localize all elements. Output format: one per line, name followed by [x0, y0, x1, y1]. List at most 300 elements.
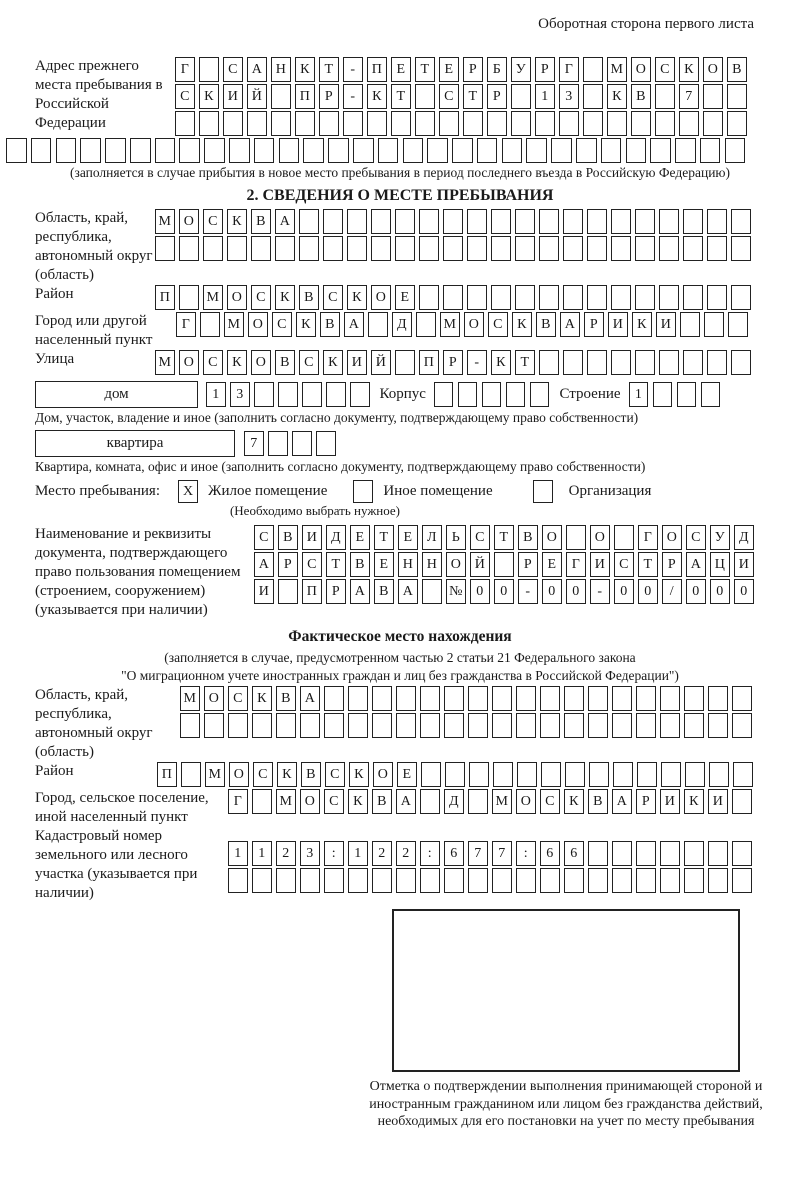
- char-box[interactable]: Р: [662, 552, 682, 577]
- char-box[interactable]: 2: [276, 841, 296, 866]
- char-box[interactable]: М: [180, 686, 200, 711]
- char-box[interactable]: [725, 138, 746, 163]
- char-box[interactable]: К: [679, 57, 699, 82]
- char-box[interactable]: [684, 841, 704, 866]
- char-box[interactable]: -: [343, 57, 363, 82]
- char-box[interactable]: [228, 713, 248, 738]
- char-box[interactable]: [626, 138, 647, 163]
- char-box[interactable]: :: [324, 841, 344, 866]
- char-box[interactable]: [328, 138, 349, 163]
- char-box[interactable]: [727, 84, 747, 109]
- char-box[interactable]: [419, 236, 439, 261]
- char-box[interactable]: [530, 382, 550, 407]
- char-box[interactable]: [324, 713, 344, 738]
- char-box[interactable]: [420, 868, 440, 893]
- char-box[interactable]: 0: [710, 579, 730, 604]
- char-box[interactable]: Т: [319, 57, 339, 82]
- char-box[interactable]: [443, 236, 463, 261]
- char-box[interactable]: [709, 762, 729, 787]
- char-box[interactable]: [588, 713, 608, 738]
- char-box[interactable]: [727, 111, 747, 136]
- char-box[interactable]: [612, 713, 632, 738]
- char-box[interactable]: [396, 713, 416, 738]
- char-box[interactable]: [589, 762, 609, 787]
- char-box[interactable]: О: [703, 57, 723, 82]
- char-box[interactable]: [563, 236, 583, 261]
- char-box[interactable]: К: [564, 789, 584, 814]
- char-box[interactable]: И: [254, 579, 274, 604]
- char-box[interactable]: -: [590, 579, 610, 604]
- char-box[interactable]: [587, 285, 607, 310]
- organization-checkbox[interactable]: [533, 480, 553, 503]
- char-box[interactable]: О: [631, 57, 651, 82]
- residential-checkbox[interactable]: X: [178, 480, 198, 503]
- char-box[interactable]: [204, 138, 225, 163]
- char-box[interactable]: Н: [398, 552, 418, 577]
- char-box[interactable]: [708, 713, 728, 738]
- char-box[interactable]: [708, 686, 728, 711]
- char-box[interactable]: У: [710, 525, 730, 550]
- char-box[interactable]: М: [607, 57, 627, 82]
- char-box[interactable]: [515, 236, 535, 261]
- char-box[interactable]: Й: [470, 552, 490, 577]
- char-box[interactable]: 7: [679, 84, 699, 109]
- char-box[interactable]: [683, 350, 703, 375]
- char-box[interactable]: [684, 686, 704, 711]
- char-box[interactable]: [279, 138, 300, 163]
- char-box[interactable]: К: [275, 285, 295, 310]
- char-box[interactable]: 0: [566, 579, 586, 604]
- char-box[interactable]: 6: [540, 841, 560, 866]
- char-box[interactable]: Н: [271, 57, 291, 82]
- char-box[interactable]: [675, 138, 696, 163]
- char-box[interactable]: [444, 868, 464, 893]
- char-box[interactable]: [323, 236, 343, 261]
- char-box[interactable]: [731, 236, 751, 261]
- char-box[interactable]: О: [204, 686, 224, 711]
- char-box[interactable]: [611, 209, 631, 234]
- char-box[interactable]: [468, 686, 488, 711]
- char-box[interactable]: И: [708, 789, 728, 814]
- char-box[interactable]: [316, 431, 336, 456]
- char-box[interactable]: [728, 312, 748, 337]
- char-box[interactable]: П: [419, 350, 439, 375]
- char-box[interactable]: О: [179, 350, 199, 375]
- char-box[interactable]: 0: [638, 579, 658, 604]
- char-box[interactable]: -: [518, 579, 538, 604]
- char-box[interactable]: -: [467, 350, 487, 375]
- char-box[interactable]: С: [203, 350, 223, 375]
- char-box[interactable]: Р: [319, 84, 339, 109]
- char-box[interactable]: [372, 686, 392, 711]
- char-box[interactable]: [368, 312, 388, 337]
- char-box[interactable]: [276, 868, 296, 893]
- char-box[interactable]: [541, 762, 561, 787]
- char-box[interactable]: [468, 868, 488, 893]
- char-box[interactable]: К: [512, 312, 532, 337]
- char-box[interactable]: 3: [559, 84, 579, 109]
- char-box[interactable]: В: [631, 84, 651, 109]
- char-box[interactable]: Е: [395, 285, 415, 310]
- char-box[interactable]: 1: [206, 382, 226, 407]
- char-box[interactable]: [179, 138, 200, 163]
- char-box[interactable]: [347, 209, 367, 234]
- char-box[interactable]: [487, 111, 507, 136]
- char-box[interactable]: И: [223, 84, 243, 109]
- char-box[interactable]: О: [179, 209, 199, 234]
- char-box[interactable]: Г: [638, 525, 658, 550]
- char-box[interactable]: А: [247, 57, 267, 82]
- char-box[interactable]: С: [299, 350, 319, 375]
- char-box[interactable]: М: [276, 789, 296, 814]
- char-box[interactable]: [491, 285, 511, 310]
- char-box[interactable]: [564, 713, 584, 738]
- char-box[interactable]: [276, 713, 296, 738]
- char-box[interactable]: А: [300, 686, 320, 711]
- char-box[interactable]: 1: [228, 841, 248, 866]
- char-box[interactable]: [395, 236, 415, 261]
- char-box[interactable]: Р: [636, 789, 656, 814]
- char-box[interactable]: [278, 382, 298, 407]
- char-box[interactable]: У: [511, 57, 531, 82]
- char-box[interactable]: [587, 209, 607, 234]
- char-box[interactable]: П: [155, 285, 175, 310]
- char-box[interactable]: [199, 57, 219, 82]
- char-box[interactable]: [516, 713, 536, 738]
- char-box[interactable]: [684, 713, 704, 738]
- char-box[interactable]: [353, 138, 374, 163]
- char-box[interactable]: Б: [487, 57, 507, 82]
- char-box[interactable]: С: [251, 285, 271, 310]
- char-box[interactable]: [415, 111, 435, 136]
- char-box[interactable]: 3: [300, 841, 320, 866]
- char-box[interactable]: [707, 285, 727, 310]
- char-box[interactable]: А: [396, 789, 416, 814]
- char-box[interactable]: Р: [443, 350, 463, 375]
- char-box[interactable]: [636, 713, 656, 738]
- char-box[interactable]: О: [300, 789, 320, 814]
- char-box[interactable]: К: [227, 209, 247, 234]
- char-box[interactable]: [467, 236, 487, 261]
- char-box[interactable]: [324, 868, 344, 893]
- char-box[interactable]: [731, 285, 751, 310]
- char-box[interactable]: К: [367, 84, 387, 109]
- char-box[interactable]: М: [203, 285, 223, 310]
- char-box[interactable]: [635, 236, 655, 261]
- char-box[interactable]: К: [252, 686, 272, 711]
- char-box[interactable]: И: [656, 312, 676, 337]
- char-box[interactable]: О: [229, 762, 249, 787]
- char-box[interactable]: В: [536, 312, 556, 337]
- char-box[interactable]: С: [686, 525, 706, 550]
- char-box[interactable]: О: [446, 552, 466, 577]
- char-box[interactable]: 0: [614, 579, 634, 604]
- char-box[interactable]: [731, 350, 751, 375]
- char-box[interactable]: [395, 209, 415, 234]
- char-box[interactable]: [732, 713, 752, 738]
- char-box[interactable]: [278, 579, 298, 604]
- char-box[interactable]: [704, 312, 724, 337]
- char-box[interactable]: Т: [326, 552, 346, 577]
- char-box[interactable]: В: [301, 762, 321, 787]
- char-box[interactable]: 0: [494, 579, 514, 604]
- char-box[interactable]: С: [228, 686, 248, 711]
- char-box[interactable]: 0: [686, 579, 706, 604]
- char-box[interactable]: [343, 111, 363, 136]
- char-box[interactable]: [539, 350, 559, 375]
- char-box[interactable]: [511, 111, 531, 136]
- char-box[interactable]: В: [518, 525, 538, 550]
- char-box[interactable]: О: [371, 285, 391, 310]
- char-box[interactable]: [416, 312, 436, 337]
- char-box[interactable]: [275, 236, 295, 261]
- char-box[interactable]: [611, 285, 631, 310]
- char-box[interactable]: :: [420, 841, 440, 866]
- char-box[interactable]: О: [248, 312, 268, 337]
- char-box[interactable]: [463, 111, 483, 136]
- char-box[interactable]: С: [655, 57, 675, 82]
- char-box[interactable]: [635, 285, 655, 310]
- char-box[interactable]: [348, 868, 368, 893]
- char-box[interactable]: -: [343, 84, 363, 109]
- char-box[interactable]: [247, 111, 267, 136]
- char-box[interactable]: [421, 762, 441, 787]
- char-box[interactable]: К: [199, 84, 219, 109]
- char-box[interactable]: Е: [542, 552, 562, 577]
- char-box[interactable]: /: [662, 579, 682, 604]
- char-box[interactable]: [179, 236, 199, 261]
- char-box[interactable]: К: [349, 762, 369, 787]
- char-box[interactable]: [680, 312, 700, 337]
- char-box[interactable]: [199, 111, 219, 136]
- char-box[interactable]: [371, 236, 391, 261]
- char-box[interactable]: [564, 686, 584, 711]
- char-box[interactable]: О: [516, 789, 536, 814]
- char-box[interactable]: [492, 868, 512, 893]
- char-box[interactable]: [458, 382, 478, 407]
- char-box[interactable]: [491, 209, 511, 234]
- char-box[interactable]: [300, 713, 320, 738]
- char-box[interactable]: И: [608, 312, 628, 337]
- char-box[interactable]: [636, 686, 656, 711]
- char-box[interactable]: [607, 111, 627, 136]
- char-box[interactable]: [371, 209, 391, 234]
- char-box[interactable]: 7: [468, 841, 488, 866]
- char-box[interactable]: [588, 686, 608, 711]
- char-box[interactable]: [601, 138, 622, 163]
- char-box[interactable]: Д: [734, 525, 754, 550]
- char-box[interactable]: Р: [518, 552, 538, 577]
- char-box[interactable]: [659, 285, 679, 310]
- char-box[interactable]: [468, 789, 488, 814]
- char-box[interactable]: [492, 713, 512, 738]
- char-box[interactable]: [200, 312, 220, 337]
- char-box[interactable]: С: [272, 312, 292, 337]
- char-box[interactable]: 1: [348, 841, 368, 866]
- char-box[interactable]: [403, 138, 424, 163]
- char-box[interactable]: Е: [398, 525, 418, 550]
- char-box[interactable]: [6, 138, 27, 163]
- char-box[interactable]: [323, 209, 343, 234]
- char-box[interactable]: [517, 762, 537, 787]
- char-box[interactable]: 6: [444, 841, 464, 866]
- char-box[interactable]: [516, 868, 536, 893]
- char-box[interactable]: [299, 209, 319, 234]
- char-box[interactable]: В: [588, 789, 608, 814]
- char-box[interactable]: А: [686, 552, 706, 577]
- char-box[interactable]: 1: [535, 84, 555, 109]
- house-type-field[interactable]: дом: [35, 381, 198, 408]
- char-box[interactable]: С: [253, 762, 273, 787]
- char-box[interactable]: В: [320, 312, 340, 337]
- char-box[interactable]: [655, 84, 675, 109]
- char-box[interactable]: К: [323, 350, 343, 375]
- char-box[interactable]: [378, 138, 399, 163]
- char-box[interactable]: [637, 762, 657, 787]
- char-box[interactable]: С: [175, 84, 195, 109]
- char-box[interactable]: [105, 138, 126, 163]
- char-box[interactable]: 7: [492, 841, 512, 866]
- char-box[interactable]: Ц: [710, 552, 730, 577]
- char-box[interactable]: [223, 111, 243, 136]
- char-box[interactable]: [467, 285, 487, 310]
- char-box[interactable]: 0: [542, 579, 562, 604]
- char-box[interactable]: С: [439, 84, 459, 109]
- char-box[interactable]: [395, 350, 415, 375]
- char-box[interactable]: О: [251, 350, 271, 375]
- char-box[interactable]: К: [296, 312, 316, 337]
- char-box[interactable]: [679, 111, 699, 136]
- char-box[interactable]: [175, 111, 195, 136]
- char-box[interactable]: [535, 111, 555, 136]
- char-box[interactable]: [685, 762, 705, 787]
- char-box[interactable]: С: [488, 312, 508, 337]
- char-box[interactable]: [506, 382, 526, 407]
- char-box[interactable]: [731, 209, 751, 234]
- char-box[interactable]: О: [373, 762, 393, 787]
- char-box[interactable]: И: [734, 552, 754, 577]
- char-box[interactable]: [271, 84, 291, 109]
- char-box[interactable]: [252, 868, 272, 893]
- char-box[interactable]: 0: [470, 579, 490, 604]
- char-box[interactable]: 6: [564, 841, 584, 866]
- char-box[interactable]: [295, 111, 315, 136]
- char-box[interactable]: Т: [391, 84, 411, 109]
- char-box[interactable]: К: [632, 312, 652, 337]
- char-box[interactable]: [227, 236, 247, 261]
- char-box[interactable]: [56, 138, 77, 163]
- char-box[interactable]: [612, 841, 632, 866]
- char-box[interactable]: Й: [371, 350, 391, 375]
- char-box[interactable]: [251, 236, 271, 261]
- char-box[interactable]: [526, 138, 547, 163]
- char-box[interactable]: Е: [350, 525, 370, 550]
- char-box[interactable]: [300, 868, 320, 893]
- char-box[interactable]: Д: [444, 789, 464, 814]
- char-box[interactable]: [396, 686, 416, 711]
- char-box[interactable]: [611, 236, 631, 261]
- char-box[interactable]: [434, 382, 454, 407]
- char-box[interactable]: [268, 431, 288, 456]
- char-box[interactable]: С: [203, 209, 223, 234]
- char-box[interactable]: [700, 138, 721, 163]
- char-box[interactable]: [650, 138, 671, 163]
- char-box[interactable]: С: [254, 525, 274, 550]
- char-box[interactable]: А: [254, 552, 274, 577]
- char-box[interactable]: А: [398, 579, 418, 604]
- char-box[interactable]: 3: [230, 382, 250, 407]
- char-box[interactable]: [659, 236, 679, 261]
- char-box[interactable]: [708, 868, 728, 893]
- other-premises-checkbox[interactable]: [353, 480, 373, 503]
- char-box[interactable]: :: [516, 841, 536, 866]
- char-box[interactable]: Н: [422, 552, 442, 577]
- char-box[interactable]: И: [590, 552, 610, 577]
- char-box[interactable]: [659, 350, 679, 375]
- char-box[interactable]: [614, 525, 634, 550]
- char-box[interactable]: [703, 111, 723, 136]
- char-box[interactable]: [631, 111, 651, 136]
- char-box[interactable]: [324, 686, 344, 711]
- char-box[interactable]: [660, 868, 680, 893]
- char-box[interactable]: [443, 285, 463, 310]
- char-box[interactable]: [708, 841, 728, 866]
- char-box[interactable]: О: [227, 285, 247, 310]
- char-box[interactable]: [612, 686, 632, 711]
- char-box[interactable]: [659, 209, 679, 234]
- char-box[interactable]: [482, 382, 502, 407]
- char-box[interactable]: С: [470, 525, 490, 550]
- char-box[interactable]: В: [727, 57, 747, 82]
- char-box[interactable]: [444, 713, 464, 738]
- char-box[interactable]: 2: [372, 841, 392, 866]
- char-box[interactable]: В: [374, 579, 394, 604]
- char-box[interactable]: [539, 209, 559, 234]
- char-box[interactable]: [439, 111, 459, 136]
- char-box[interactable]: В: [299, 285, 319, 310]
- char-box[interactable]: М: [155, 209, 175, 234]
- char-box[interactable]: К: [295, 57, 315, 82]
- char-box[interactable]: [660, 713, 680, 738]
- char-box[interactable]: В: [276, 686, 296, 711]
- char-box[interactable]: [636, 868, 656, 893]
- char-box[interactable]: [587, 350, 607, 375]
- char-box[interactable]: О: [662, 525, 682, 550]
- char-box[interactable]: [732, 868, 752, 893]
- char-box[interactable]: [636, 841, 656, 866]
- char-box[interactable]: [515, 285, 535, 310]
- char-box[interactable]: К: [347, 285, 367, 310]
- char-box[interactable]: [420, 789, 440, 814]
- char-box[interactable]: [563, 285, 583, 310]
- char-box[interactable]: [372, 713, 392, 738]
- char-box[interactable]: [229, 138, 250, 163]
- char-box[interactable]: [677, 382, 697, 407]
- char-box[interactable]: М: [155, 350, 175, 375]
- char-box[interactable]: [444, 686, 464, 711]
- char-box[interactable]: [540, 713, 560, 738]
- char-box[interactable]: [502, 138, 523, 163]
- char-box[interactable]: [372, 868, 392, 893]
- char-box[interactable]: [683, 236, 703, 261]
- char-box[interactable]: Г: [176, 312, 196, 337]
- char-box[interactable]: 1: [629, 382, 649, 407]
- char-box[interactable]: [564, 868, 584, 893]
- char-box[interactable]: [254, 138, 275, 163]
- char-box[interactable]: Г: [228, 789, 248, 814]
- char-box[interactable]: А: [275, 209, 295, 234]
- char-box[interactable]: [469, 762, 489, 787]
